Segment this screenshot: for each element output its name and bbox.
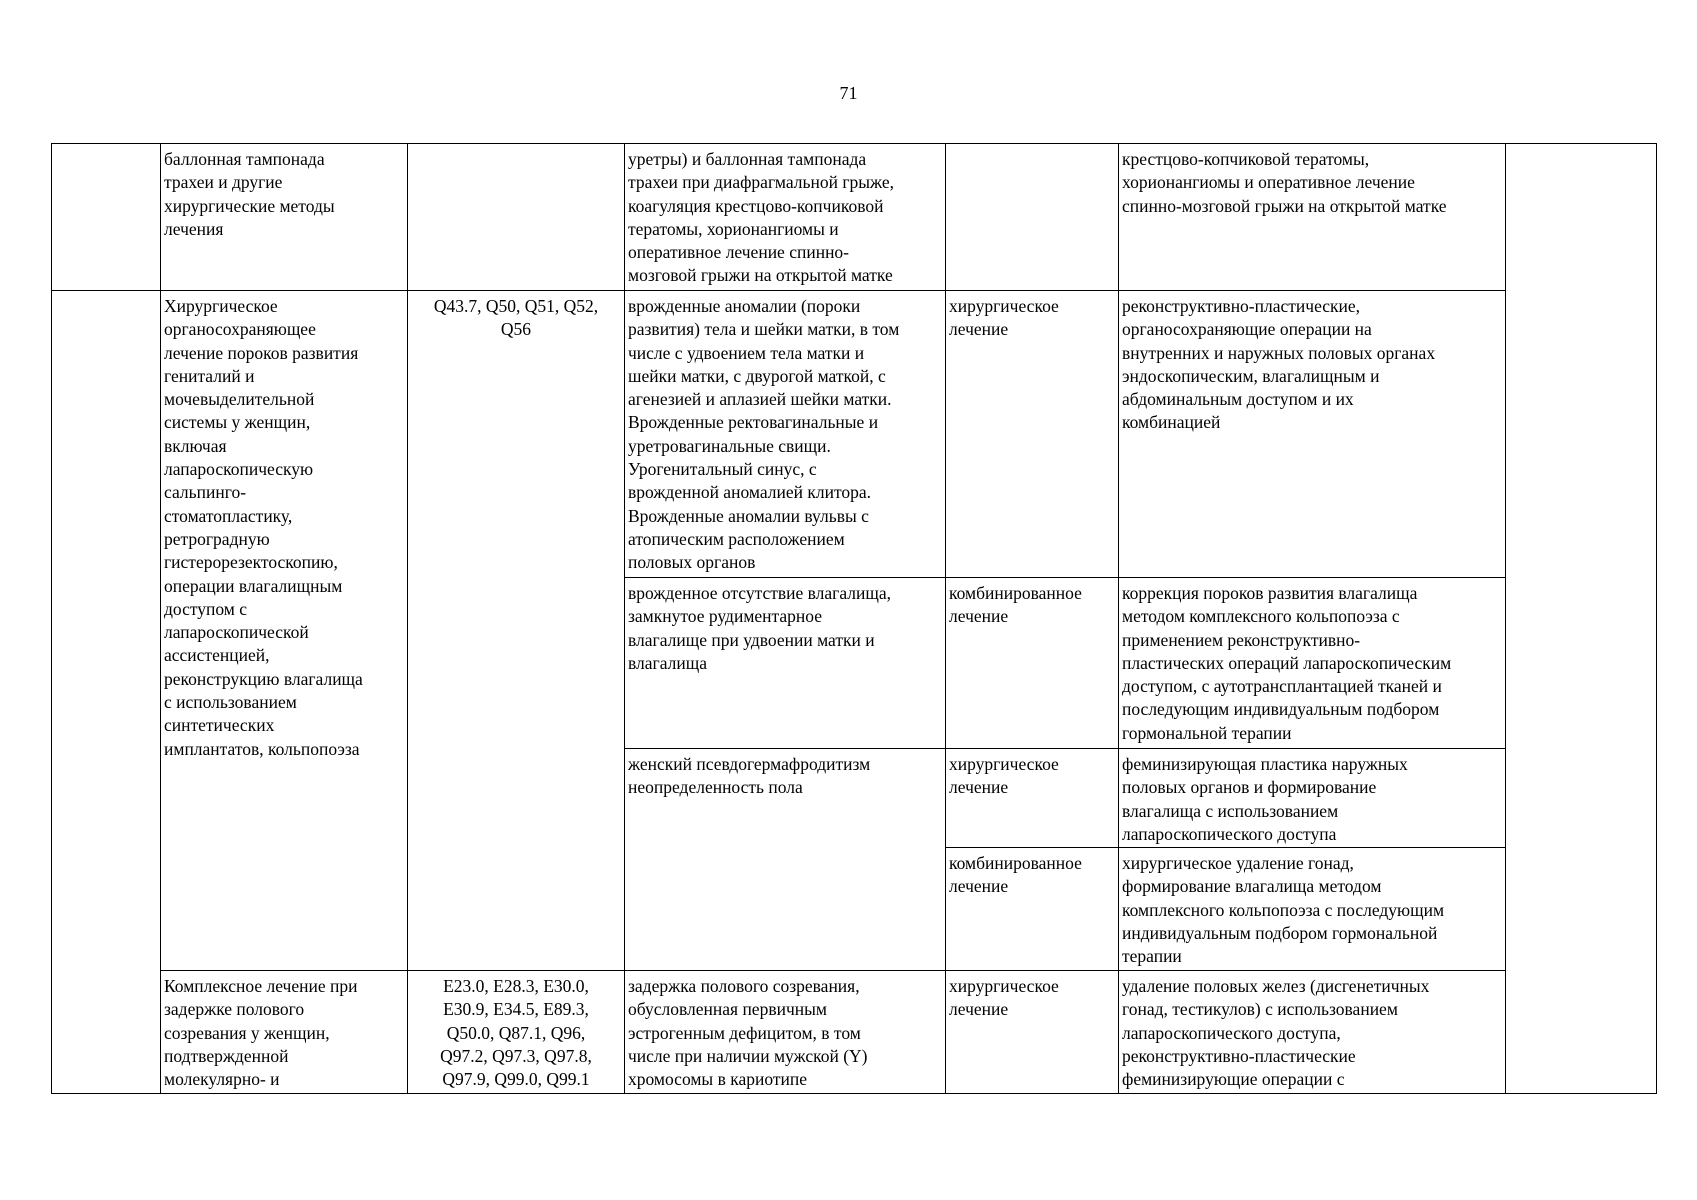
page-number: 71 [839,83,858,103]
cell-text-line: реконструктивно-пластические [1122,1045,1356,1066]
cell-text-line: с использованием [164,692,297,713]
cell-text-line: половых органов и формирование [1122,777,1377,798]
cell-icd-codes [408,291,625,971]
cell-text-line: крестцово-копчиковой тератомы, [1122,149,1370,169]
cell-text-line: лапароскопической [164,622,309,643]
cell-text-line: формирование влагалища методом [1122,876,1382,897]
cell-text-line: созревания у женщин, [164,1022,330,1043]
cell-text-line: лечения [164,218,224,239]
cell-text-line: женский псевдогермафродитизм [628,754,871,774]
cell-text-line: применением реконструктивно- [1122,629,1361,650]
cell-text-line: E23.0, E28.3, E30.0, [443,976,589,996]
cell-text-line: молекулярно- и [164,1069,280,1090]
cell-text-line: имплантатов, кольпопоэза [164,738,360,759]
cell-text-line: влагалища [628,652,707,673]
cell-text-line: Q43.7, Q50, Q51, Q52, [433,296,599,316]
cell-text-line: влагалище при удвоении матки и [628,629,875,650]
cell-text-line: лапароскопического доступа, [1122,1022,1341,1043]
cell-text-line: ретроградную [164,528,270,549]
cell-patient-model [625,749,946,971]
cell-text-line: терапии [1122,946,1182,967]
cell-treatment-method [1119,971,1506,1094]
cell-text-line: мочевыделительной [164,389,315,410]
cell-treatment-method [1119,848,1506,971]
cell-text-line: тератомы, хорионангиомы и [628,218,839,239]
cell-text-line: методом комплексного кольпопоэза с [1122,606,1400,627]
cell-text-line: включая [164,435,227,456]
cell-treatment-name [161,144,408,291]
cell-text-line: хромосомы в кариотипе [628,1069,807,1090]
cell-text-line: Врожденные аномалии вульвы с [628,505,869,526]
cell-text-line: синтетических [164,715,275,736]
cell-text-line: эстрогенным дефицитом, в том [628,1022,861,1043]
cell-text-line: гениталий и [164,365,255,386]
cell-text-line: развития) тела и шейки матки, в том [628,319,900,340]
cell-treatment-type [946,291,1119,578]
cell-icd-codes [408,144,625,291]
cell-text-line: коагуляция крестцово-копчиковой [628,195,884,216]
cell-text-line: стоматопластику, [164,505,293,526]
cell-cost [1506,144,1657,1094]
cell-text-line: последующим индивидуальным подбором [1122,699,1440,720]
cell-text-line: Q97.2, Q97.3, Q97.8, [440,1045,592,1066]
cell-treatment-type [946,578,1119,749]
cell-text-line: доступом, с аутотрансплантацией тканей и [1122,676,1442,697]
cell-text-line: комплексного кольпопоэза с последующим [1122,899,1445,920]
cell-text-line: трахеи при диафрагмальной грыже, [628,172,895,193]
cell-text-line: задержка полового созревания, [628,976,860,996]
cell-text-line: лечение [949,999,1009,1020]
cell-text-line: гистерорезектоскопию, [164,552,338,573]
table-row [52,144,1657,291]
cell-text-line: врожденные аномалии (пороки [628,296,861,316]
cell-text-line: агенезией и аплазией шейки матки. [628,389,892,410]
cell-text-line: спинно-мозговой грыжи на открытой матке [1122,195,1447,216]
cell-text-line: врожденное отсутствие влагалища, [628,583,891,603]
cell-text-line: органосохраняющее [164,319,316,340]
cell-text-line: гормональной терапии [1122,722,1292,743]
cell-treatment-method [1119,291,1506,578]
cell-text-line: комбинированное [949,853,1082,873]
cell-text-line: половых органов [628,552,756,573]
cell-text-line: лечение пороков развития [164,342,359,363]
cell-text-line: органосохраняющие операции на [1122,319,1372,340]
cell-text-line: E30.9, E34.5, E89.3, [443,999,589,1020]
cell-treatment-method [1119,144,1506,291]
cell-text-line: хирургическое [949,296,1059,316]
cell-text-line: хорионангиомы и оперативное лечение [1122,172,1415,193]
cell-text-line: числе с удвоением тела матки и [628,342,865,363]
cell-text-line: замкнутое рудиментарное [628,606,823,627]
cell-treatment-type [946,749,1119,848]
cell-text-line: числе при наличии мужской (Y) [628,1045,868,1066]
cell-text-line: лечение [949,876,1009,897]
cell-text-line: трахеи и другие [164,172,283,193]
cell-number [52,291,161,1094]
cell-text-line: врожденной аномалией клитора. [628,482,872,503]
cell-text-line: подтвержденной [164,1045,289,1066]
cell-text-line: реконструктивно-пластические, [1122,296,1361,316]
cell-text-line: Q56 [500,319,532,340]
cell-number [52,144,161,291]
cell-text-line: феминизирующие операции с [1122,1069,1345,1090]
cell-text-line: хирургические методы [164,195,335,216]
cell-text-line: операции влагалищным [164,575,343,596]
cell-text-line: шейки матки, с двурогой маткой, с [628,365,886,386]
cell-text-line: оперативное лечение спинно- [628,242,850,263]
cell-text-line: внутренних и наружных половых органах [1122,342,1436,363]
cell-text-line: Комплексное лечение при [164,976,358,996]
cell-text-line: системы у женщин, [164,412,311,433]
cell-text-line: коррекция пороков развития влагалища [1122,583,1418,603]
cell-text-line: Урогенитальный синус, с [628,459,817,480]
cell-text-line: комбинацией [1122,412,1221,433]
cell-text-line: хирургическое [949,754,1059,774]
cell-text-line: лечение [949,606,1009,627]
cell-treatment-type [946,971,1119,1094]
cell-patient-model [625,291,946,578]
cell-treatment-method [1119,578,1506,749]
cell-patient-model [625,144,946,291]
table-row [52,291,1657,578]
cell-text-line: эндоскопическим, влагалищным и [1122,365,1380,386]
cell-text-line: сальпинго- [164,482,247,503]
cell-patient-model [625,971,946,1094]
cell-text-line: влагалища с использованием [1122,800,1339,821]
cell-treatment-name [161,971,408,1094]
cell-text-line: лечение [949,777,1009,798]
cell-text-line: обусловленная первичным [628,999,827,1020]
cell-text-line: реконструкцию влагалища [164,668,363,689]
treatment-table [51,143,1657,1094]
cell-text-line: неопределенность пола [628,777,803,798]
cell-text-line: хирургическое [949,976,1059,996]
cell-text-line: лапароскопическую [164,459,314,480]
table-row [52,971,1657,1094]
cell-text-line: пластических операций лапароскопическим [1122,652,1452,673]
cell-text-line: ассистенцией, [164,645,270,666]
cell-text-line: Q97.9, Q99.0, Q99.1 [442,1069,590,1090]
cell-treatment-type [946,848,1119,971]
cell-text-line: удаление половых желез (дисгенетичных [1122,976,1430,996]
cell-text-line: абдоминальным доступом и их [1122,389,1354,410]
cell-text-line: атопическим расположением [628,528,845,549]
cell-patient-model [625,578,946,749]
cell-treatment-method [1119,749,1506,848]
cell-text-line: уретры) и баллонная тампонада [628,149,867,169]
cell-text-line: доступом с [164,598,248,619]
cell-treatment-type [946,144,1119,291]
cell-text-line: индивидуальным подбором гормональной [1122,922,1438,943]
cell-text-line: Врожденные ректовагинальные и [628,412,879,433]
cell-text-line: Хирургическое [164,296,278,316]
cell-text-line: задержке полового [164,999,305,1020]
cell-text-line: баллонная тампонада [164,149,325,169]
cell-text-line: лечение [949,319,1009,340]
cell-text-line: лапароскопического доступа [1122,823,1337,844]
cell-text-line: хирургическое удаление гонад, [1122,853,1354,873]
cell-text-line: комбинированное [949,583,1082,603]
cell-text-line: мозговой грыжи на открытой матке [628,265,893,286]
cell-icd-codes [408,971,625,1094]
cell-text-line: уретровагинальные свищи. [628,435,831,456]
cell-treatment-name [161,291,408,971]
cell-text-line: гонад, тестикулов) с использованием [1122,999,1398,1020]
cell-text-line: Q50.0, Q87.1, Q96, [446,1022,586,1043]
cell-text-line: феминизирующая пластика наружных [1122,754,1408,774]
